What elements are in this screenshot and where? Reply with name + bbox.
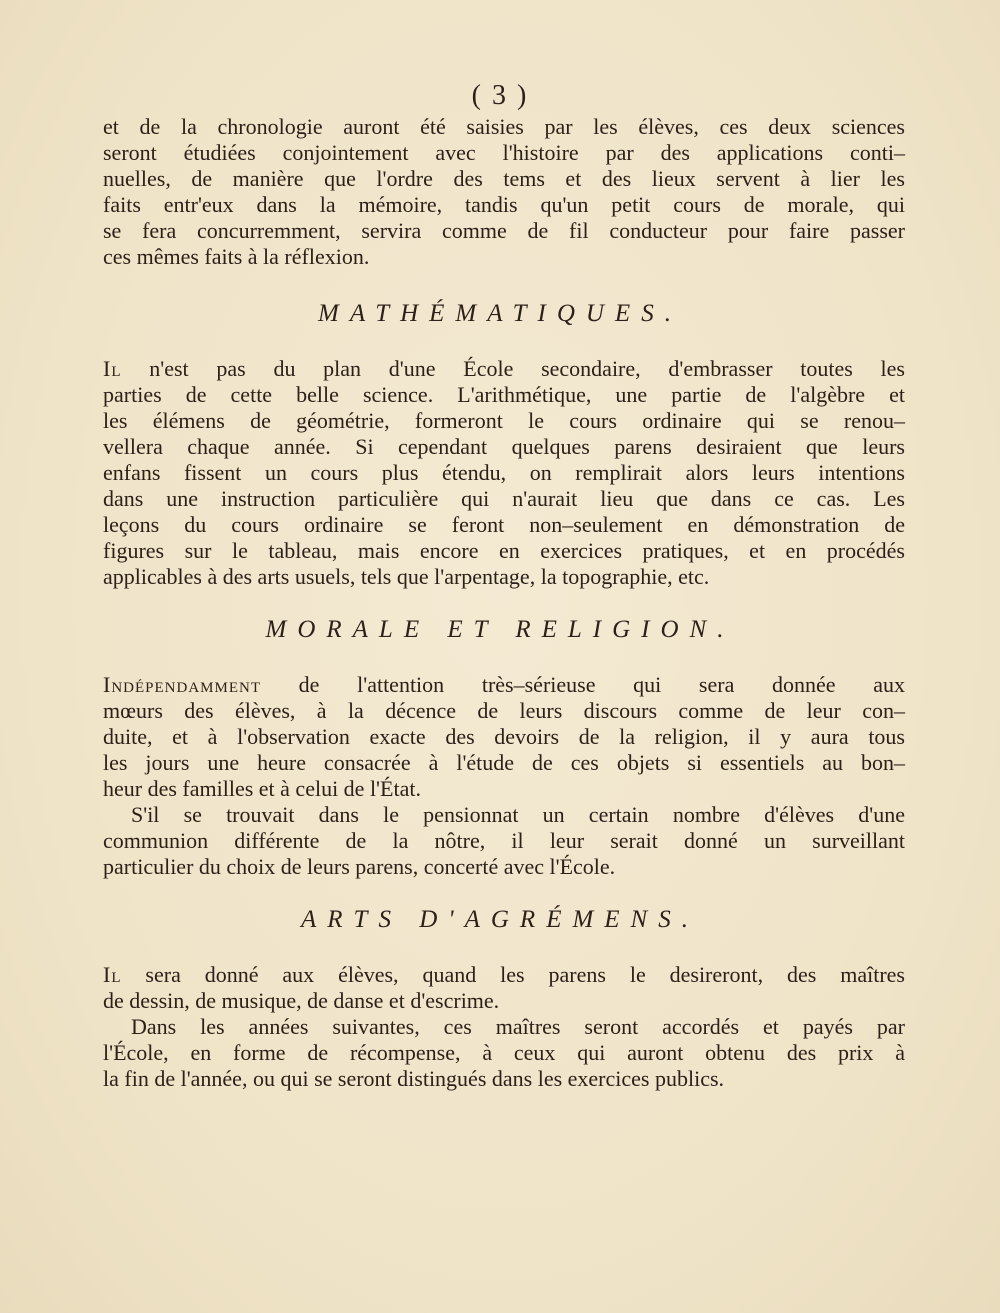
text-line: particulier du choix de leurs parens, concerté avec l'École. bbox=[103, 854, 616, 879]
text-line: Dans les années suivantes, ces maîtres seront accordés et payés par bbox=[131, 1014, 905, 1039]
text-line: l'École, en forme de récompense, à ceux qui auront obtenu des prix à bbox=[103, 1040, 905, 1065]
section-heading-arts-agremens: ARTS D'AGRÉMENS. bbox=[301, 906, 699, 933]
section-paragraph bbox=[103, 962, 905, 1092]
lead-word: Il bbox=[103, 962, 122, 987]
section-paragraph bbox=[103, 672, 905, 880]
text-fragment: de l'attention très–sérieuse qui sera donnée aux bbox=[261, 672, 905, 697]
text-line: heur des familles et à celui de l'État. bbox=[103, 776, 421, 801]
text-line: seront étudiées conjointement avec l'histoire par des applications conti– bbox=[103, 140, 905, 165]
text-fragment: n'est pas du plan d'une École secondaire, d'embrasser toutes les bbox=[121, 356, 905, 381]
text-line: enfans fissent un cours plus étendu, on remplirait alors leurs intentions bbox=[103, 460, 905, 485]
lead-word: Il bbox=[103, 356, 122, 381]
text-line: les élémens de géométrie, formeront le cours ordinaire qui se renou– bbox=[103, 408, 905, 433]
text-line: mœurs des élèves, à la décence de leurs discours comme de leur con– bbox=[103, 698, 905, 723]
text-line: vellera chaque année. Si cependant quelques parens desiraient que leurs bbox=[103, 434, 905, 459]
text-line: de dessin, de musique, de danse et d'escrime. bbox=[103, 988, 500, 1013]
section-paragraph bbox=[103, 356, 905, 590]
text-line: duite, et à l'observation exacte des devoirs de la religion, il y aura tous bbox=[103, 724, 905, 749]
lead-word: Indépendamment bbox=[103, 672, 261, 697]
text-line: parties de cette belle science. L'arithmétique, une partie de l'algèbre et bbox=[103, 382, 905, 407]
text-line bbox=[103, 356, 905, 382]
text-line: leçons du cours ordinaire se feront non–seulement en démonstration de bbox=[103, 512, 905, 537]
text-line: applicables à des arts usuels, tels que l'arpentage, la topographie, etc. bbox=[103, 564, 710, 589]
text-line: et de la chronologie auront été saisies par les élèves, ces deux sciences bbox=[103, 114, 905, 139]
section-heading-mathematiques: MATHÉMATIQUES. bbox=[318, 300, 682, 327]
text-line bbox=[103, 962, 905, 988]
page-number: ( 3 ) bbox=[471, 80, 529, 111]
text-line: la fin de l'année, ou qui se seront distingués dans les exercices publics. bbox=[103, 1066, 725, 1091]
text-line: S'il se trouvait dans le pensionnat un certain nombre d'élèves d'une bbox=[131, 802, 905, 827]
text-line: dans une instruction particulière qui n'aurait lieu que dans ce cas. Les bbox=[103, 486, 905, 511]
text-line: ces mêmes faits à la réflexion. bbox=[103, 244, 370, 269]
section-heading-morale-religion: MORALE ET RELIGION. bbox=[265, 616, 735, 643]
text-line: figures sur le tableau, mais encore en exercices pratiques, et en procédés bbox=[103, 538, 905, 563]
text-line: se fera concurremment, servira comme de fil conducteur pour faire passer bbox=[103, 218, 905, 243]
text-line: nuelles, de manière que l'ordre des tems et des lieux servent à lier les bbox=[103, 166, 905, 191]
text-fragment: sera donné aux élèves, quand les parens le desireront, des maîtres bbox=[121, 962, 905, 987]
text-line bbox=[103, 672, 905, 698]
text-line: les jours une heure consacrée à l'étude de ces objets si essentiels au bon– bbox=[103, 750, 905, 775]
intro-paragraph bbox=[103, 114, 905, 270]
text-line: communion différente de la nôtre, il leur serait donné un surveillant bbox=[103, 828, 905, 853]
text-line: faits entr'eux dans la mémoire, tandis qu'un petit cours de morale, qui bbox=[103, 192, 905, 217]
